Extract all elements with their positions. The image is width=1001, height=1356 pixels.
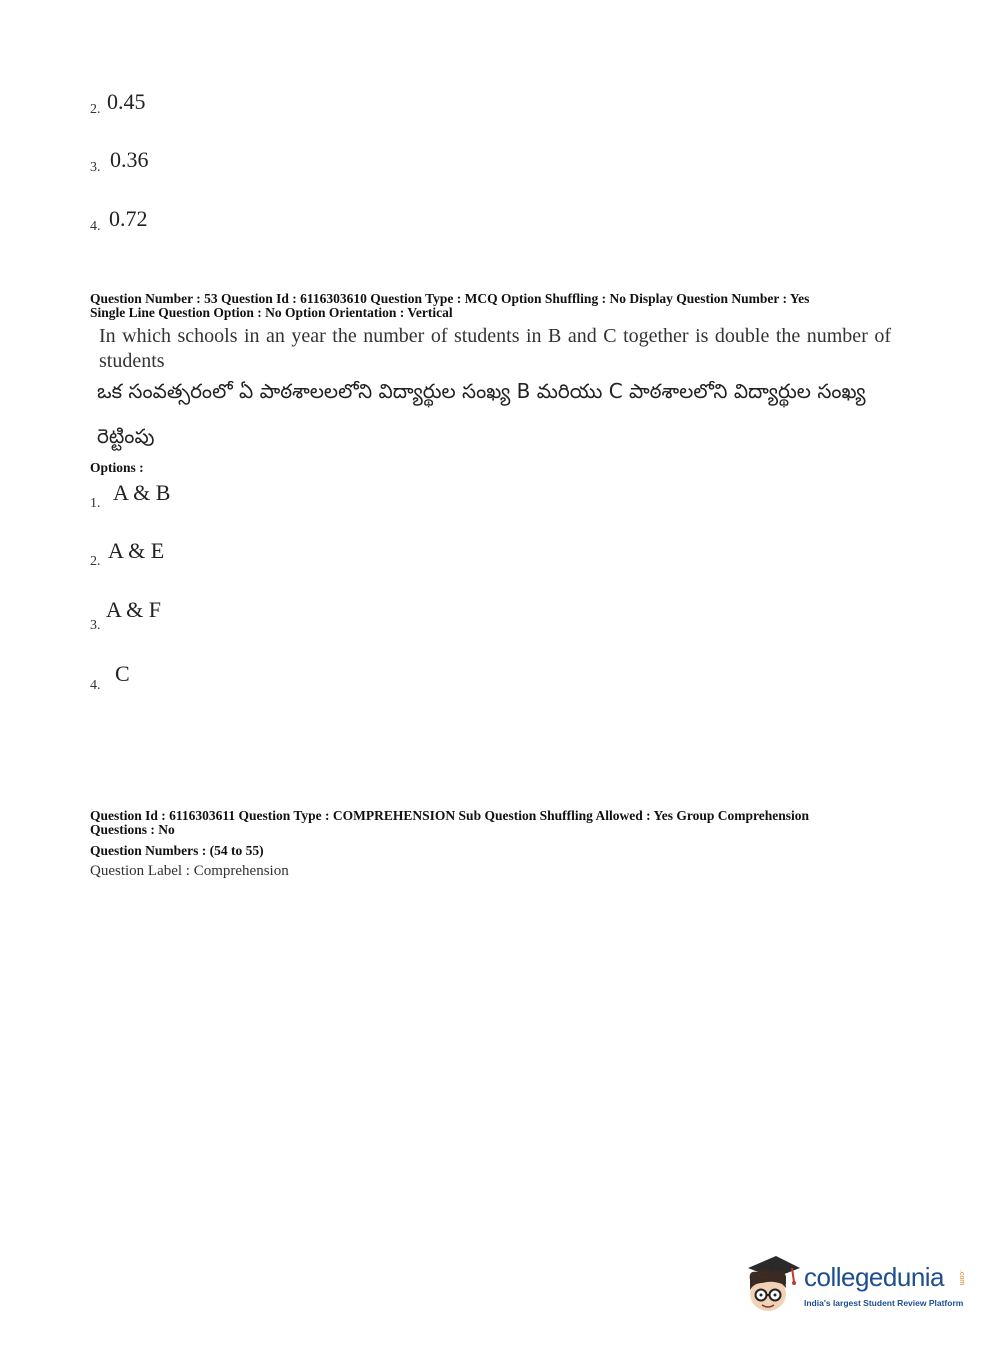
- option-value: 0.45: [107, 89, 146, 114]
- brand-name: collegedunia: [804, 1262, 945, 1292]
- question-label: Question Label : Comprehension: [90, 863, 289, 879]
- question-meta-line-1: Question Number : 53 Question Id : 6116303610 Question Type : MCQ Option Shuffling : No Display Question Number : Yes: [90, 291, 810, 306]
- option-number: 3.: [90, 618, 101, 633]
- option-number: 2.: [90, 102, 101, 117]
- option-number: 4.: [90, 219, 101, 234]
- option-value: 0.72: [109, 206, 148, 231]
- option-value: A & E: [108, 538, 165, 563]
- option-value: A & B: [113, 480, 171, 505]
- option-value: 0.36: [110, 147, 149, 172]
- comprehension-meta-line-1: Question Id : 6116303611 Question Type : COMPREHENSION Sub Question Shuffling Allowed : Yes Group Comprehension: [90, 808, 810, 823]
- question-meta-line-2: Single Line Question Option : No Option Orientation : Vertical: [90, 305, 453, 320]
- option-number: 1.: [90, 496, 101, 511]
- option-number: 4.: [90, 678, 101, 693]
- question-numbers: Question Numbers : (54 to 55): [90, 843, 264, 858]
- brand-com: .com: [958, 1270, 965, 1286]
- brand-tagline: India's largest Student Review Platform: [804, 1298, 964, 1308]
- comprehension-meta-line-2: Questions : No: [90, 822, 175, 837]
- option-value: C: [115, 661, 130, 686]
- option-value: A & F: [106, 597, 162, 622]
- option-number: 2.: [90, 554, 101, 569]
- collegedunia-logo: [742, 1248, 972, 1328]
- option-number: 3.: [90, 160, 101, 175]
- question-text-telugu: ఒక సంవత్సరంలో ఏ పాఠశాలలలోని విద్యార్థుల సంఖ్య B మరియు C పాఠశాలలోని విద్యార్థుల సంఖ్య రెట్టింపు: [97, 379, 866, 448]
- mascot-icon: [742, 1250, 802, 1316]
- question-text-english: In which schools in an year the number of students in B and C together is double the number of students: [99, 325, 891, 372]
- options-label: Options :: [90, 460, 144, 475]
